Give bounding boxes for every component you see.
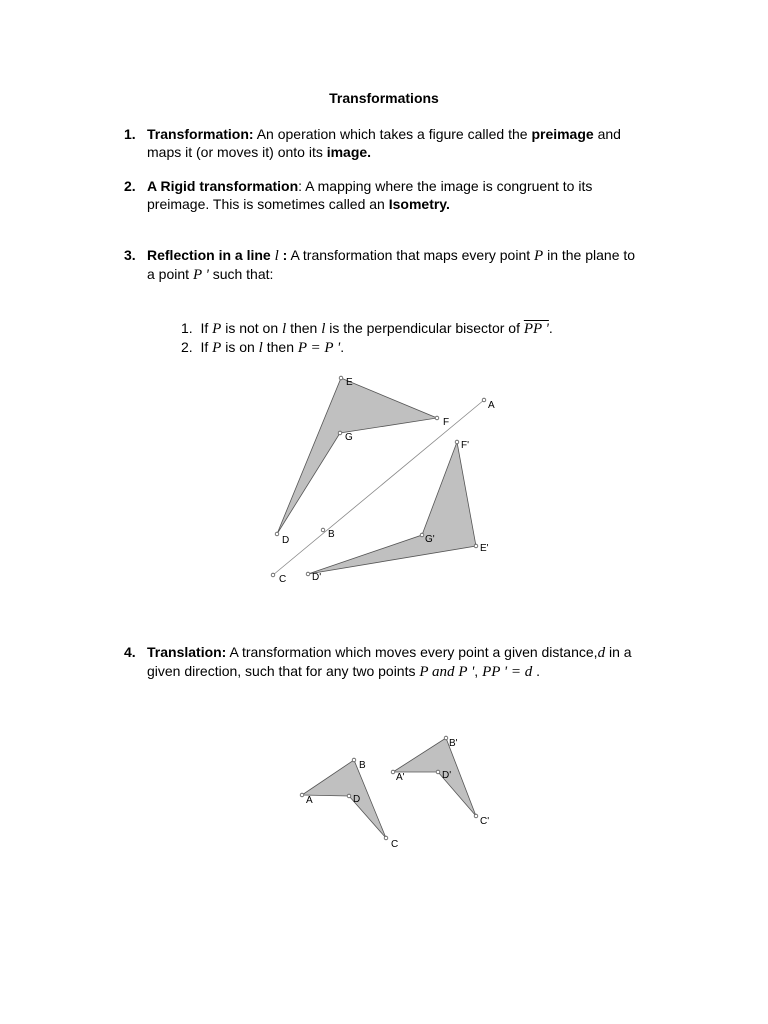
definition-text: An operation which takes a figure called the [256, 126, 528, 142]
condition-text: is the perpendicular bisector of [329, 320, 520, 336]
distance-variable: d [597, 645, 606, 661]
item-number: 2. [124, 178, 136, 194]
keyword: image. [326, 144, 372, 160]
definition-text: such that: [212, 266, 274, 282]
condition-text: If [200, 339, 209, 355]
label-A-prime: A' [396, 772, 405, 783]
point-variable: P [534, 248, 544, 264]
label-E: E [346, 377, 353, 388]
condition-number: 1. [181, 320, 193, 336]
keyword: preimage [531, 126, 594, 142]
point-variable: P [212, 321, 222, 337]
label-F: F [443, 417, 450, 428]
label-D: D [353, 794, 361, 805]
term: Transformation: [147, 126, 254, 142]
condition-text: is not on [225, 320, 279, 336]
reflection-diagram [271, 376, 495, 585]
condition-text: If [200, 320, 209, 336]
label-C: C [279, 574, 287, 585]
term: A Rigid transformation [147, 178, 299, 194]
item-number: 4. [124, 644, 136, 660]
period: . [548, 320, 553, 336]
label-D-prime: D' [312, 572, 322, 583]
image-polygon [308, 442, 476, 574]
label-D: D [282, 535, 290, 546]
definition-text: in the plane to a point [147, 247, 636, 282]
translation-diagram [300, 736, 489, 850]
label-G: G [345, 432, 353, 443]
point-variable: P and [419, 664, 455, 680]
condition-text: then [290, 320, 318, 336]
line-variable: l [282, 321, 287, 337]
item-number: 1. [124, 126, 136, 142]
colon: : [282, 247, 288, 263]
definition-text: and maps it (or moves it) onto its [147, 126, 621, 160]
label-B: B [359, 760, 366, 771]
definition-text: in a given direction, such that for any two points [147, 644, 632, 679]
point-variable: P [212, 340, 222, 356]
term: Reflection in a line [147, 247, 271, 263]
condition-number: 2. [181, 339, 193, 355]
period: . [340, 339, 345, 355]
line-variable: l [258, 340, 263, 356]
label-B-prime: B' [449, 738, 458, 749]
equation: PP ' = d [482, 664, 533, 680]
condition-text: is on [225, 339, 255, 355]
label-B: B [328, 529, 335, 540]
point-variable: P ' [458, 664, 475, 680]
preimage-polygon [277, 378, 437, 534]
point-variable: P ' [192, 267, 209, 283]
label-A: A [488, 400, 495, 411]
comma: , [474, 663, 479, 679]
term: Translation: [147, 644, 227, 660]
definition-text: A transformation that maps every point [290, 247, 531, 263]
equation: P = P ' [297, 340, 341, 356]
segment-notation: PP ' [523, 321, 549, 337]
line-variable: l [274, 248, 279, 264]
condition-text: then [266, 339, 294, 355]
label-G-prime: G' [425, 534, 435, 545]
label-C-prime: C' [480, 816, 490, 827]
definition-text: : A mapping where the image is congruent to its preimage. This is sometimes called an [147, 178, 593, 212]
period: . [536, 663, 540, 679]
image-polygon [393, 738, 476, 816]
preimage-polygon [302, 760, 386, 838]
label-C: C [391, 839, 399, 850]
item-number: 3. [124, 247, 136, 263]
label-A: A [306, 795, 313, 806]
label-D-prime: D' [442, 770, 452, 781]
page-title: Transformations [329, 90, 439, 106]
definition-text: A transformation which moves every point a given distance, [229, 644, 598, 660]
line-variable: l [321, 321, 326, 337]
label-E-prime: E' [480, 543, 489, 554]
keyword: Isometry. [388, 196, 450, 212]
label-F-prime: F' [461, 440, 470, 451]
